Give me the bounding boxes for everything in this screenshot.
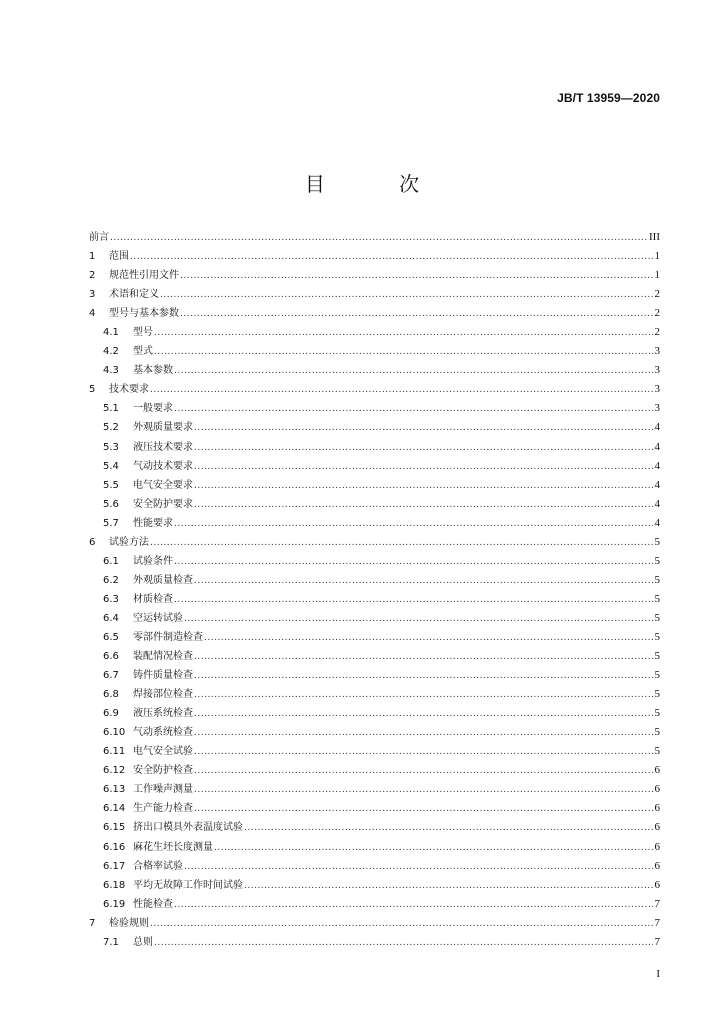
toc-entry-title: 一般要求 (133, 403, 173, 415)
toc-entry-title: 试验条件 (133, 555, 173, 567)
toc-entry-page: 2 (654, 307, 660, 320)
dot-leader (194, 423, 653, 433)
toc-entry-title: 型式 (133, 346, 153, 358)
toc-entry-number: 6.14 (103, 803, 126, 815)
toc-entry-page: 6 (654, 840, 660, 853)
toc-entry-number: 5.5 (103, 479, 119, 491)
dot-leader (194, 804, 653, 814)
toc-entry[interactable] (89, 304, 660, 323)
toc-entry-page: 7 (654, 916, 660, 929)
toc-entry-page: 6 (654, 821, 660, 834)
toc-entry-title: 试验方法 (109, 536, 149, 548)
toc-entry-page: 5 (654, 726, 660, 739)
toc-entry-number: 6.16 (103, 841, 126, 853)
toc-entry-title: 检验规则 (109, 917, 149, 929)
toc-entry-title: 铸件质量检查 (133, 670, 193, 682)
document-code: JB/T 13959—2020 (557, 91, 660, 105)
toc-entry-page: 4 (654, 421, 660, 434)
toc-entry[interactable] (89, 723, 660, 742)
toc-entry-page: 4 (654, 478, 660, 491)
toc-entry-page: 5 (654, 650, 660, 663)
toc-entry-title: 性能检查 (133, 898, 173, 910)
toc-entry[interactable] (89, 685, 660, 704)
toc-entry-number: 6.1 (103, 555, 119, 567)
toc-entry-title: 基本参数 (133, 365, 173, 377)
dot-leader (160, 290, 653, 300)
toc-entry-title: 型号与基本参数 (109, 308, 179, 320)
toc-entry-title: 麻花生坯长度测量 (133, 841, 213, 853)
dot-leader (214, 843, 653, 853)
toc-entry-title: 液压技术要求 (133, 441, 193, 453)
toc-entry-page: 3 (654, 383, 660, 396)
toc-entry[interactable] (89, 380, 660, 399)
toc-entry-number: 6.17 (103, 860, 126, 872)
toc-entry-title: 空运转试验 (133, 612, 183, 624)
toc-entry[interactable] (89, 285, 660, 304)
toc-entry-page: 6 (654, 783, 660, 796)
toc-entry-number: 6.3 (103, 593, 119, 605)
toc-entry-title: 术语和定义 (109, 289, 159, 301)
toc-entry-title: 焊接部位检查 (133, 689, 193, 701)
toc-entry-number: 6.5 (103, 631, 119, 643)
toc-entry-title: 型号 (133, 327, 153, 339)
dot-leader (110, 233, 648, 243)
dot-leader (130, 252, 653, 262)
toc-entry-number: 6.8 (103, 689, 119, 701)
dot-leader (204, 633, 653, 643)
toc-entry[interactable] (89, 228, 660, 247)
dot-leader (174, 366, 653, 376)
toc-entry[interactable] (89, 799, 660, 818)
toc-entry-number: 6.6 (103, 651, 119, 663)
toc-entry[interactable] (89, 742, 660, 761)
dot-leader (174, 519, 653, 529)
dot-leader (184, 614, 653, 624)
toc-entry[interactable] (89, 533, 660, 552)
toc-entry[interactable] (89, 361, 660, 380)
table-of-contents (89, 228, 660, 952)
dot-leader (194, 443, 653, 453)
toc-entry-title: 材质检查 (133, 593, 173, 605)
dot-leader (194, 671, 653, 681)
toc-entry-page: 5 (654, 745, 660, 758)
toc-entry-number: 6.12 (103, 765, 126, 777)
dot-leader (184, 862, 653, 872)
toc-entry-number: 5.4 (103, 460, 119, 472)
toc-entry-number: 6.7 (103, 670, 119, 682)
dot-leader (244, 823, 653, 833)
toc-entry[interactable] (89, 876, 660, 895)
toc-entry[interactable] (89, 933, 660, 952)
toc-entry-number: 4.3 (103, 365, 119, 377)
toc-entry-title: 挤出口模具外表温度试验 (133, 822, 243, 834)
dot-leader (150, 538, 653, 548)
dot-leader (150, 385, 653, 395)
toc-entry-page: 5 (654, 630, 660, 643)
toc-entry-number: 1 (89, 251, 96, 263)
toc-entry-title: 电气安全试验 (133, 746, 193, 758)
page-number: I (656, 968, 660, 980)
toc-entry[interactable] (89, 761, 660, 780)
toc-entry-page: III (649, 231, 660, 243)
dot-leader (194, 766, 653, 776)
toc-entry-number: 2 (89, 270, 96, 282)
toc-entry-page: 7 (654, 897, 660, 910)
toc-entry-number: 6.9 (103, 708, 119, 720)
dot-leader (180, 309, 653, 319)
dot-leader (194, 481, 653, 491)
toc-entry[interactable] (89, 476, 660, 495)
toc-entry-page: 5 (654, 669, 660, 682)
toc-entry-page: 4 (654, 440, 660, 453)
toc-entry[interactable] (89, 457, 660, 476)
toc-entry-page: 6 (654, 859, 660, 872)
toc-entry-number: 4.1 (103, 327, 119, 339)
toc-entry-title: 安全防护检查 (133, 765, 193, 777)
toc-entry-title: 气动系统检查 (133, 727, 193, 739)
toc-entry-number: 5.3 (103, 441, 119, 453)
toc-entry-number: 6.4 (103, 612, 119, 624)
toc-entry-number: 5.2 (103, 422, 119, 434)
toc-entry-number: 6.15 (103, 822, 126, 834)
toc-entry-number: 5.7 (103, 517, 119, 529)
dot-leader (174, 900, 653, 910)
toc-entry-page: 1 (654, 269, 660, 282)
toc-entry[interactable] (89, 418, 660, 437)
toc-entry-title: 装配情况检查 (133, 651, 193, 663)
toc-entry-number: 4 (89, 308, 96, 320)
toc-entry[interactable] (89, 590, 660, 609)
toc-entry-number: 6.13 (103, 784, 126, 796)
toc-entry[interactable] (89, 552, 660, 571)
toc-entry-page: 7 (654, 935, 660, 948)
toc-entry-title: 外观质量要求 (133, 422, 193, 434)
toc-entry[interactable] (89, 266, 660, 285)
toc-entry-number: 7.1 (103, 936, 119, 948)
toc-entry[interactable] (89, 857, 660, 876)
toc-entry[interactable] (89, 571, 660, 590)
toc-entry[interactable] (89, 609, 660, 628)
toc-entry-title: 性能要求 (133, 517, 173, 529)
toc-entry-number: 6.11 (103, 746, 126, 758)
toc-entry[interactable] (89, 628, 660, 647)
toc-entry-page: 6 (654, 764, 660, 777)
toc-entry-title: 安全防护要求 (133, 498, 193, 510)
dot-leader (154, 328, 653, 338)
dot-leader (154, 347, 653, 357)
toc-entry-number: 7 (89, 917, 96, 929)
toc-entry[interactable] (89, 438, 660, 457)
toc-entry[interactable] (89, 914, 660, 933)
toc-entry[interactable] (89, 495, 660, 514)
toc-entry[interactable] (89, 666, 660, 685)
toc-entry-title: 电气安全要求 (133, 479, 193, 491)
toc-entry-number: 6.18 (103, 879, 126, 891)
toc-entry-page: 5 (654, 611, 660, 624)
dot-leader (194, 500, 653, 510)
toc-entry[interactable] (89, 247, 660, 266)
toc-entry[interactable] (89, 514, 660, 533)
dot-leader (194, 728, 653, 738)
toc-entry-number: 6.2 (103, 574, 119, 586)
toc-entry-title: 技术要求 (109, 384, 149, 396)
toc-entry-title: 范围 (109, 251, 129, 263)
toc-entry[interactable] (89, 780, 660, 799)
dot-leader (154, 938, 653, 948)
toc-entry-page: 4 (654, 516, 660, 529)
toc-entry-title: 合格率试验 (133, 860, 183, 872)
toc-entry-page: 3 (654, 345, 660, 358)
toc-entry-title: 气动技术要求 (133, 460, 193, 472)
toc-entry[interactable] (89, 895, 660, 914)
toc-entry-page: 1 (654, 250, 660, 263)
toc-entry-title: 平均无故障工作时间试验 (133, 879, 243, 891)
toc-entry[interactable] (89, 323, 660, 342)
toc-entry-page: 3 (654, 364, 660, 377)
toc-entry-title: 前言 (89, 232, 109, 243)
toc-entry-title: 液压系统检查 (133, 708, 193, 720)
dot-leader (174, 404, 653, 414)
toc-entry-title: 生产能力检查 (133, 803, 193, 815)
toc-entry-page: 3 (654, 402, 660, 415)
dot-leader (194, 785, 653, 795)
toc-entry-number: 6.19 (103, 898, 126, 910)
toc-entry-number: 5.1 (103, 403, 119, 415)
dot-leader (194, 652, 653, 662)
toc-entry-title: 外观质量检查 (133, 574, 193, 586)
toc-entry-number: 4.2 (103, 346, 119, 358)
toc-entry-number: 6.10 (103, 727, 126, 739)
toc-entry-page: 5 (654, 592, 660, 605)
toc-entry-page: 6 (654, 878, 660, 891)
dot-leader (174, 595, 653, 605)
toc-entry-page: 5 (654, 688, 660, 701)
toc-entry[interactable] (89, 342, 660, 361)
toc-title: 目 次 (304, 172, 454, 196)
toc-entry-number: 6 (89, 536, 96, 548)
toc-entry-title: 工作噪声测量 (133, 784, 193, 796)
toc-entry-title: 总则 (133, 936, 153, 948)
toc-entry[interactable] (89, 704, 660, 723)
toc-entry-page: 5 (654, 554, 660, 567)
dot-leader (194, 747, 653, 757)
toc-entry-page: 2 (654, 326, 660, 339)
toc-entry-number: 5 (89, 384, 96, 396)
dot-leader (180, 271, 653, 281)
toc-entry-page: 6 (654, 802, 660, 815)
dot-leader (174, 557, 653, 567)
toc-entry[interactable] (89, 838, 660, 857)
toc-entry[interactable] (89, 399, 660, 418)
dot-leader (194, 709, 653, 719)
toc-entry-number: 3 (89, 289, 96, 301)
toc-entry-page: 4 (654, 459, 660, 472)
toc-entry-number: 5.6 (103, 498, 119, 510)
dot-leader (150, 919, 653, 929)
toc-entry-title: 规范性引用文件 (109, 270, 179, 282)
toc-entry-page: 5 (654, 573, 660, 586)
dot-leader (244, 881, 653, 891)
toc-entry[interactable] (89, 818, 660, 837)
dot-leader (194, 576, 653, 586)
dot-leader (194, 690, 653, 700)
dot-leader (194, 462, 653, 472)
toc-entry-page: 5 (654, 535, 660, 548)
toc-entry-page: 5 (654, 707, 660, 720)
toc-entry[interactable] (89, 647, 660, 666)
toc-entry-title: 零部件制造检查 (133, 631, 203, 643)
toc-entry-page: 4 (654, 497, 660, 510)
toc-entry-page: 2 (654, 288, 660, 301)
